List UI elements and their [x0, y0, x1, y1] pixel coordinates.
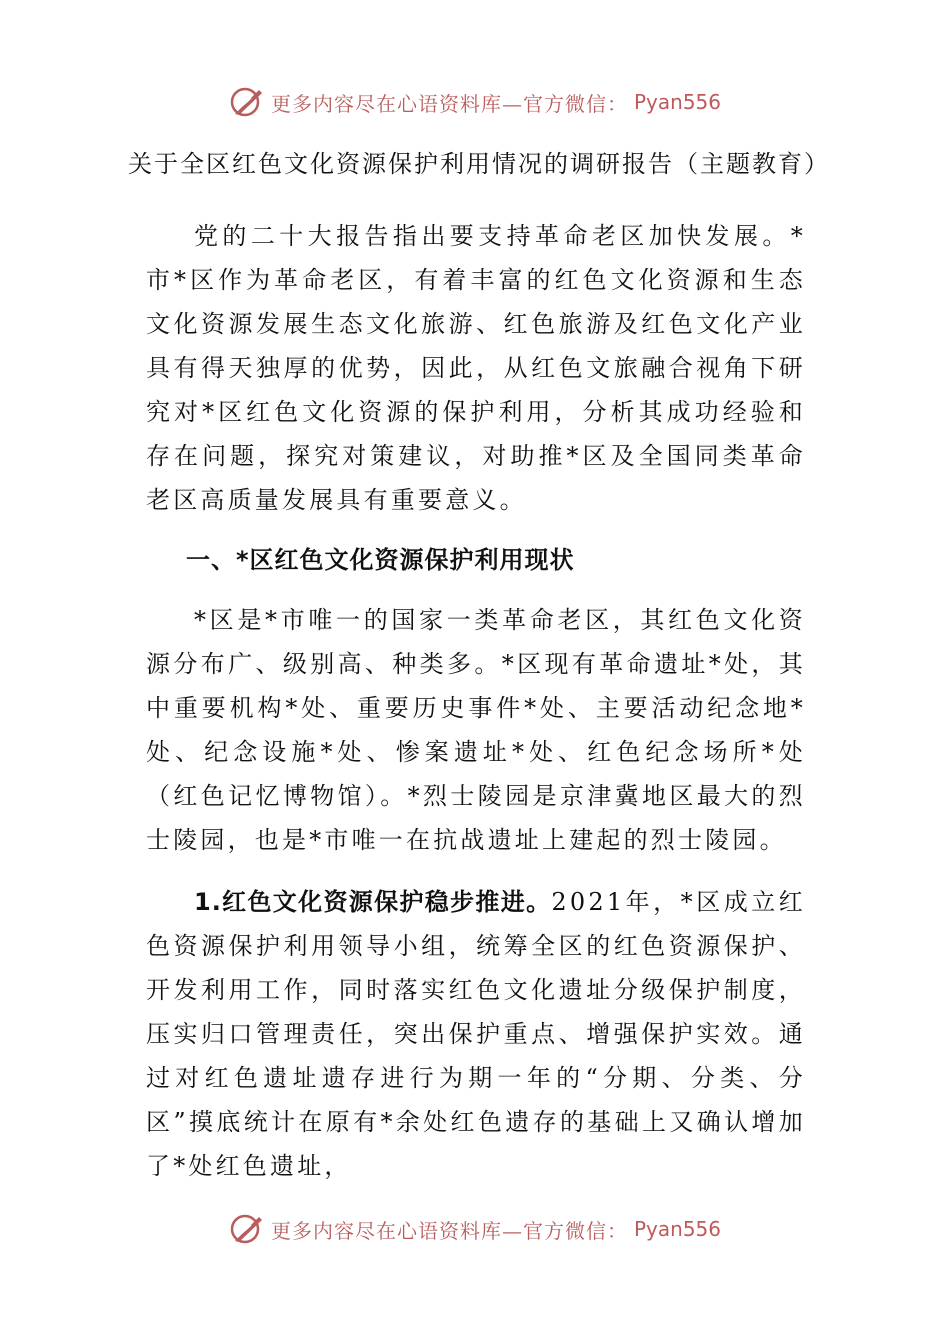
banner-wechat-id: Pyan556	[633, 90, 721, 114]
banner-text: 更多内容尽在心语资料库—官方微信：	[270, 91, 628, 116]
header-banner	[0, 82, 950, 122]
quill-pen-logo-icon	[229, 1211, 265, 1247]
paragraph-protection	[146, 880, 806, 1188]
paragraph-protection-body: 2021年，*区成立红色资源保护利用领导小组，统筹全区的红色资源保护、开发利用工作，同时落实红色文化遗址分级保护制度，压实归口管理责任，突出保护重点、增强保护实效。通过对红色遗址遗存进行为期一年的“分期、分类、分区”摸底统计在原有*余处红色遗存的基础上又确认增加了*处红色遗址，	[146, 888, 806, 1180]
banner-wechat-id: Pyan556	[633, 1217, 721, 1241]
document-title: 关于全区红色文化资源保护利用情况的调研报告（主题教育）	[128, 150, 830, 178]
paragraph-status: *区是*市唯一的国家一类革命老区，其红色文化资源分布广、级别高、种类多。*区现有革命遗址*处，其中重要机构*处、重要历史事件*处、主要活动纪念地*处、纪念设施*处、惨案遗址*处、红色纪念场所*处（红色记忆博物馆）。*烈士陵园是京津冀地区最大的烈士陵园，也是*市唯一在抗战遗址上建起的烈士陵园。	[146, 606, 806, 854]
section-heading-1: 一、*区红色文化资源保护利用现状	[186, 546, 575, 574]
footer-banner	[0, 1209, 950, 1249]
paragraph-lead-heading: 1.红色文化资源保护稳步推进。	[194, 888, 552, 916]
quill-pen-logo-icon	[229, 84, 265, 120]
document-body	[128, 142, 830, 1188]
paragraph-intro: 党的二十大报告指出要支持革命老区加快发展。*市*区作为革命老区，有着丰富的红色文化资源和生态文化资源发展生态文化旅游、红色旅游及红色文化产业具有得天独厚的优势，因此，从红色文旅融合视角下研究对*区红色文化资源的保护利用，分析其成功经验和存在问题，探究对策建议，对助推*区及全国同类革命老区高质量发展具有重要意义。	[146, 222, 806, 514]
paragraph-spacer	[146, 862, 806, 880]
banner-text: 更多内容尽在心语资料库—官方微信：	[270, 1218, 628, 1243]
